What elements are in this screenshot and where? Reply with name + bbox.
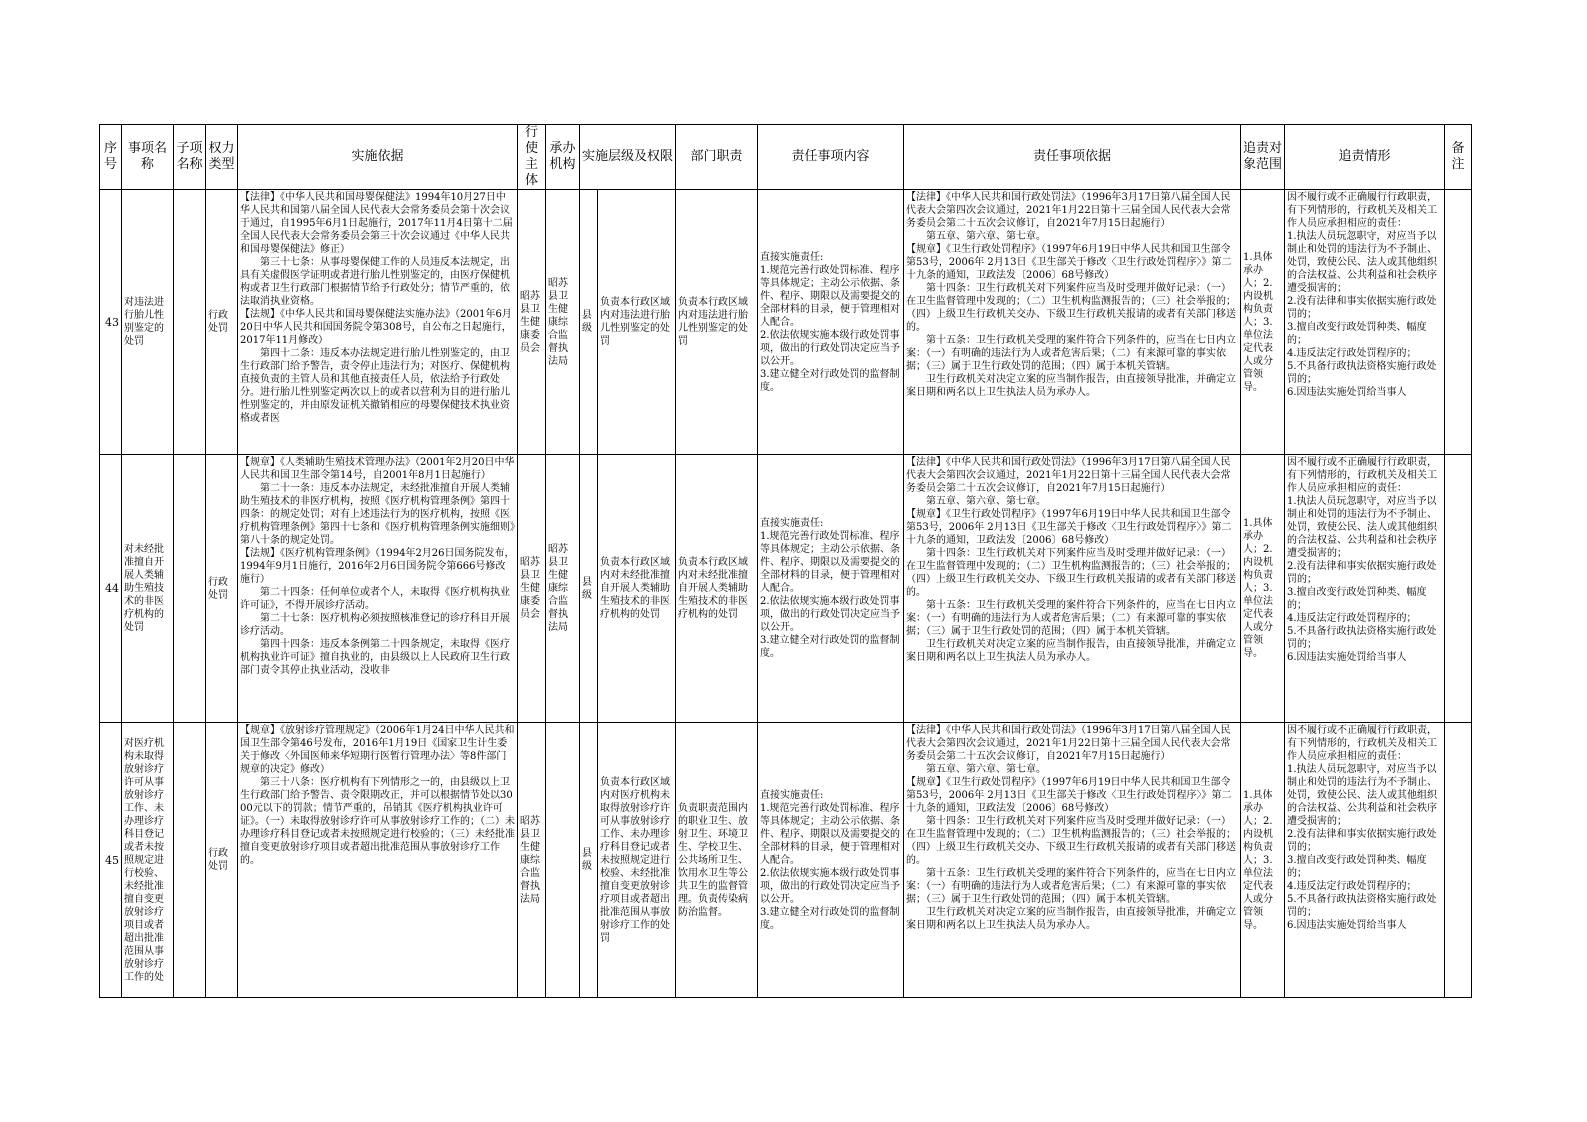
content-line: 3.建立健全对行政处罚的监督制度。	[760, 906, 900, 931]
accountability-line: 1.执法人员玩忽职守，对应当予以制止和处罚的违法行为不予制止、处罚，致使公民、法人或其他组织的合法权益、公共利益和社会秩序遭受损害的；	[1287, 230, 1438, 294]
duty-basis-paragraph: 【规章】《卫生行政处罚程序》（1997年6月19日中华人民共和国卫生部令第53号，2006年 2月13日《卫生部关于修改〈卫生行政处罚程序〉》第二十九条的通知，卫政法发〔2006〕68号修改）	[906, 776, 1232, 814]
row-number: 44	[100, 455, 122, 723]
department-duty: 负责本行政区域内对未经批准擅自开展人类辅助生殖技术的非医疗机构的处罚	[676, 455, 758, 723]
accountability-line: 2.没有法律和事实依据实施行政处罚的；	[1287, 560, 1437, 585]
content-line: 2.依法依规实施本级行政处罚事项，做出的行政处罚决定应当予以公开。	[760, 596, 901, 633]
accountability-line: 4.违反法定行政处罚程序的；	[1287, 347, 1417, 359]
item-name: 对医疗机构未取得放射诊疗许可从事放射诊疗工作、未办理诊疗科目登记或者未按照规定进行校验、未经批准擅自变更放射诊疗项目或者超出批准范围从事放射诊疗工作的处	[122, 723, 174, 998]
power-type: 行政处罚	[206, 455, 238, 723]
duty-basis-paragraph: 第十四条：卫生行政机关对下列案件应当及时受理并做好记录：（一）在卫生监督管理中发现的；（二）卫生机构监测报告的；（三）社会举报的；（四）上级卫生行政机关交办、下级卫生行政机关报请的或者有关部门移送的。	[906, 815, 1237, 866]
accountability-situations	[1285, 190, 1445, 455]
basis-paragraph: 第三十八条：医疗机构有下列情形之一的，由县级以上卫生行政部门给予警告、责令限期改正，并可以根据情节处以3000元以下的罚款；情节严重的，吊销其《医疗机构执业许可证》。（一）未取得放射诊疗许可从事放射诊疗工作的；（二）未办理诊疗科目登记或者未按照规定进行校验的；（三）未经批准擅自变更放射诊疗项目或者超出批准范围从事放射诊疗工作的。	[240, 776, 515, 866]
sub-item-name	[174, 455, 206, 723]
content-line: 3.建立健全对行政处罚的监督制度。	[760, 635, 900, 659]
basis-paragraph: 【法规】《医疗机构管理条例》（1994年2月26日国务院发布，1994年9月1日施行，2016年2月6日国务院令第666号修改施行）	[240, 547, 515, 585]
duty-basis-paragraph: 卫生行政机关对决定立案的应当制作报告，由直接领导批准，并确定立案日期和两名以上卫生执法人员为承办人。	[906, 638, 1237, 663]
basis-paragraph: 【规章】《人类辅助生殖技术管理办法》（2001年2月20日中华人民共和国卫生部令第14号，自2001年8月1日起施行）	[240, 456, 515, 481]
responsibility-basis	[904, 723, 1241, 998]
accountability-line: 因不履行或不正确履行行政职责，有下列情形的，行政机关及相关工作人员应承担相应的责任：	[1287, 456, 1438, 494]
accountability-line: 1.执法人员玩忽职守，对应当予以制止和处罚的违法行为不予制止、处罚，致使公民、法人或其他组织的合法权益、公共利益和社会秩序遭受损害的；	[1287, 495, 1438, 559]
duty-basis-paragraph: 第十四条：卫生行政机关对下列案件应当及时受理并做好记录：（一）在卫生监督管理中发现的；（二）卫生机构监测报告的；（三）社会举报的；（四）上级卫生行政机关交办、下级卫生行政机关报请的或者有关部门移送的。	[906, 547, 1237, 598]
col-level: 实施层级及权限	[580, 125, 676, 190]
col-scope: 追责对象范围	[1241, 125, 1285, 190]
accountability-line: 因不履行或不正确履行行政职责，有下列情形的，行政机关及相关工作人员应承担相应的责任：	[1287, 191, 1438, 229]
duty-basis-paragraph: 卫生行政机关对决定立案的应当制作报告，由直接领导批准，并确定立案日期和两名以上卫生执法人员为承办人。	[906, 906, 1237, 931]
duty-basis-paragraph: 【法律】《中华人民共和国行政处罚法》（1996年3月17日第八届全国人民代表大会第四次会议通过，2021年1月22日第十三届全国人民代表大会常务委员会第二十五次会议修订，自2021年7月15日起施行）	[906, 191, 1231, 229]
remark	[1445, 455, 1472, 723]
accountability-situations	[1285, 455, 1445, 723]
col-duty: 部门职责	[676, 125, 758, 190]
content-line: 1.规范完善行政处罚标准、程序等具体规定；主动公示依据、条件、程序、期限以及需要提交的全部材料的目录，便于管理相对人配合。	[760, 264, 901, 328]
duty-basis-paragraph: 第五章、第六章、第七章。	[926, 763, 1047, 775]
accountability-line: 6.因违法实施处罚给当事人	[1287, 386, 1407, 398]
accountability-line: 3.擅自改变行政处罚种类、幅度的；	[1287, 854, 1427, 879]
item-name: 对违法进行胎儿性别鉴定的处罚	[122, 190, 174, 455]
col-type: 权力类型	[206, 125, 238, 190]
duty-basis-paragraph: 【法律】《中华人民共和国行政处罚法》（1996年3月17日第八届全国人民代表大会第四次会议通过，2021年1月22日第十三届全国人民代表大会常务委员会第二十五次会议修订，自2021年7月15日起施行）	[906, 456, 1231, 494]
authority-scope: 负责本行政区域内对未经批准擅自开展人类辅助生殖技术的非医疗机构的处罚	[598, 455, 676, 723]
col-content: 责任事项内容	[758, 125, 904, 190]
power-type: 行政处罚	[206, 723, 238, 998]
table-row	[100, 723, 1472, 998]
sub-item-name	[174, 723, 206, 998]
duty-basis-paragraph: 第十四条：卫生行政机关对下列案件应当及时受理并做好记录：（一）在卫生监督管理中发现的；（二）卫生机构监测报告的；（三）社会举报的；（四）上级卫生行政机关交办、下级卫生行政机关报请的或者有关部门移送的。	[906, 282, 1237, 333]
implementation-level: 县级	[580, 723, 598, 998]
executing-subject: 昭苏县卫生健康综合监督执法局	[518, 723, 546, 998]
basis-paragraph: 【法律】《中华人民共和国母婴保健法》1994年10月27日中华人民共和国第八届全国人民代表大会常务委员会第十次会议于通过，自1995年6月1日起施行，2017年11月4日第十二届全国人民代表大会常务委员会第三十次会议通过《中华人民共和国母婴保健法》修正）	[240, 191, 513, 255]
accountability-line: 因不履行或不正确履行行政职责，有下列情形的，行政机关及相关工作人员应承担相应的责任：	[1287, 724, 1438, 762]
accountability-scope: 1.具体承办人；2.内设机构负责人；3.单位法定代表人或分管领导。	[1241, 723, 1285, 998]
row-number: 43	[100, 190, 122, 455]
remark	[1445, 723, 1472, 998]
duty-basis-paragraph: 第十五条：卫生行政机关受理的案件符合下列条件的，应当在七日内立案：（一）有明确的违法行为人或者危害后果；（二）有来源可靠的事实依据；（三）属于卫生行政处罚的范围；（四）属于本机关管辖。	[906, 334, 1237, 372]
row-number: 45	[100, 723, 122, 998]
handling-agency: 昭苏县卫生健康综合监督执法局	[546, 190, 580, 455]
authority-scope: 负责本行政区域内对违法进行胎儿性别鉴定的处罚	[598, 190, 676, 455]
col-no: 序号	[100, 125, 122, 190]
basis-paragraph: 第二十四条：任何单位或者个人，未取得《医疗机构执业许可证》，不得开展诊疗活动。	[240, 586, 510, 611]
accountability-scope: 1.具体承办人；2.内设机构负责人；3.单位法定代表人或分管领导。	[1241, 190, 1285, 455]
duty-basis-paragraph: 第十五条：卫生行政机关受理的案件符合下列条件的，应当在七日内立案：（一）有明确的违法行为人或者危害后果；（二）有来源可靠的事实依据；（三）属于卫生行政处罚的范围；（四）属于本机关管辖。	[906, 599, 1237, 637]
accountability-line: 6.因违法实施处罚给当事人	[1287, 651, 1407, 663]
table-row	[100, 455, 1472, 723]
responsibility-content	[758, 190, 904, 455]
basis-paragraph: 第四十四条：违反本条例第二十四条规定，未取得《医疗机构执业许可证》擅自执业的，由县级以上人民政府卫生行政部门责令其停止执业活动，没收非	[240, 638, 510, 676]
accountability-line: 5.不具备行政执法资格实施行政处罚的；	[1287, 625, 1437, 650]
basis-paragraph: 第二十七条：医疗机构必须按照核准登记的诊疗科目开展诊疗活动。	[240, 612, 510, 637]
authority-scope: 负责本行政区域内对医疗机构未取得放射诊疗许可从事放射诊疗工作、未办理诊疗科目登记或者未按照规定进行校验、未经批准擅自变更放射诊疗项目或者超出批准范围从事放射诊疗工作的处罚	[598, 723, 676, 998]
table-row	[100, 190, 1472, 455]
responsibility-content	[758, 723, 904, 998]
col-remark: 备注	[1445, 125, 1472, 190]
implementation-level: 县级	[580, 190, 598, 455]
col-sub: 子项名称	[174, 125, 206, 190]
content-line: 直接实施责任:	[760, 518, 824, 529]
basis-paragraph: 【法规】《中华人民共和国母婴保健法实施办法》（2001年6月20日中华人民共和国国务院令第308号，自公布之日起施行，2017年11月修改）	[240, 308, 512, 346]
accountability-situations	[1285, 723, 1445, 998]
col-subject: 行使主体	[518, 125, 546, 190]
executing-subject: 昭苏县卫生健康委员会	[518, 190, 546, 455]
duty-basis-paragraph: 【规章】《卫生行政处罚程序》（1997年6月19日中华人民共和国卫生部令第53号，2006年 2月13日《卫生部关于修改〈卫生行政处罚程序〉》第二十九条的通知，卫政法发〔2006〕68号修改）	[906, 508, 1232, 546]
power-list-table	[99, 124, 1472, 998]
executing-subject: 昭苏县卫生健康委员会	[518, 455, 546, 723]
accountability-line: 5.不具备行政执法资格实施行政处罚的；	[1287, 893, 1437, 918]
content-line: 2.依法依规实施本级行政处罚事项，做出的行政处罚决定应当予以公开。	[760, 329, 901, 367]
content-line: 1.规范完善行政处罚标准、程序等具体规定；主动公示依据、条件、程序、期限以及需要提交的全部材料的目录，便于管理相对人配合。	[760, 531, 901, 594]
responsibility-content	[758, 455, 904, 723]
implementation-level: 县级	[580, 455, 598, 723]
col-name: 事项名称	[122, 125, 174, 190]
duty-basis-paragraph: 【规章】《卫生行政处罚程序》（1997年6月19日中华人民共和国卫生部令第53号，2006年 2月13日《卫生部关于修改〈卫生行政处罚程序〉》第二十九条的通知，卫政法发〔2006〕68号修改）	[906, 243, 1232, 281]
content-line: 3.建立健全对行政处罚的监督制度。	[760, 368, 900, 393]
col-basis: 实施依据	[238, 125, 518, 190]
basis-paragraph: 第四十二条：违反本办法规定进行胎儿性别鉴定的，由卫生行政部门给予警告，责令停止违法行为；对医疗、保健机构直接负责的主管人员和其他直接责任人员，依法给予行政处分。进行胎儿性别鉴定两次以上的或者以营利为目的进行胎儿性别鉴定的，并由原发证机关撤销相应的母婴保健技术执业资格或者医	[240, 347, 510, 424]
basis-paragraph: 第三十七条：从事母婴保健工作的人员违反本法规定，出具有关虚假医学证明或者进行胎儿性别鉴定的，由医疗保健机构或者卫生行政部门根据情节给予行政处分；情节严重的，依法取消执业资格。	[240, 256, 510, 307]
responsibility-basis	[904, 190, 1241, 455]
content-line: 直接实施责任:	[760, 251, 824, 263]
department-duty: 负责本行政区域内对违法进行胎儿性别鉴定的处罚	[676, 190, 758, 455]
power-type: 行政处罚	[206, 190, 238, 455]
col-agency: 承办机构	[546, 125, 580, 190]
header-row	[100, 125, 1472, 190]
duty-basis-paragraph: 第五章、第六章、第七章。	[926, 495, 1047, 507]
implementation-basis	[238, 190, 518, 455]
accountability-line: 1.执法人员玩忽职守，对应当予以制止和处罚的违法行为不予制止、处罚，致使公民、法人或其他组织的合法权益、公共利益和社会秩序遭受损害的；	[1287, 763, 1438, 827]
duty-basis-paragraph: 第十五条：卫生行政机关受理的案件符合下列条件的，应当在七日内立案：（一）有明确的违法行为人或者危害后果；（二）有来源可靠的事实依据；（三）属于卫生行政处罚的范围；（四）属于本机关管辖。	[906, 867, 1237, 905]
basis-paragraph: 第二十一条：违反本办法规定，未经批准擅自开展人类辅助生殖技术的非医疗机构，按照《医疗机构管理条例》第四十四条：的规定处罚；对有上述违法行为的医疗机构，按照《医疗机构管理条例》第四十七条和《医疗机构管理条例实施细则》第八十条的规定处罚。	[240, 482, 515, 546]
content-line: 2.依法依规实施本级行政处罚事项，做出的行政处罚决定应当予以公开。	[760, 867, 901, 905]
sub-item-name	[174, 190, 206, 455]
accountability-line: 2.没有法律和事实依据实施行政处罚的；	[1287, 828, 1437, 853]
accountability-line: 3.擅自改变行政处罚种类、幅度的；	[1287, 586, 1427, 611]
accountability-line: 3.擅自改变行政处罚种类、幅度的；	[1287, 321, 1427, 346]
handling-agency	[546, 723, 580, 998]
accountability-line: 5.不具备行政执法资格实施行政处罚的；	[1287, 360, 1437, 385]
accountability-line: 6.因违法实施处罚给当事人	[1287, 919, 1407, 931]
accountability-line: 2.没有法律和事实依据实施行政处罚的；	[1287, 295, 1437, 320]
content-line: 1.规范完善行政处罚标准、程序等具体规定；主动公示依据、条件、程序、期限以及需要提交的全部材料的目录，便于管理相对人配合。	[760, 802, 901, 866]
item-name: 对未经批准擅自开展人类辅助生殖技术的非医疗机构的处罚	[122, 455, 174, 723]
duty-basis-paragraph: 第五章、第六章、第七章。	[926, 230, 1047, 242]
handling-agency: 昭苏县卫生健康综合监督执法局	[546, 455, 580, 723]
basis-paragraph: 【规章】《放射诊疗管理规定》（2006年1月24日中华人民共和国卫生部令第46号发布，2016年1月19日《国家卫生计生委关于修改〈外国医师来华短期行医暂行管理办法〉等8件部门规章的决定》修改）	[240, 724, 515, 775]
remark	[1445, 190, 1472, 455]
col-accountability: 追责情形	[1285, 125, 1445, 190]
implementation-basis	[238, 455, 518, 723]
implementation-basis	[238, 723, 518, 998]
accountability-line: 4.违反法定行政处罚程序的；	[1287, 612, 1417, 624]
duty-basis-paragraph: 卫生行政机关对决定立案的应当制作报告，由直接领导批准，并确定立案日期和两名以上卫生执法人员为承办人。	[906, 373, 1237, 398]
department-duty: 负责职责范围内的职业卫生、放射卫生、环境卫生、学校卫生、公共场所卫生、饮用水卫生等公共卫生的监督管理。负责传染病防治监督。	[676, 723, 758, 998]
col-duty-basis: 责任事项依据	[904, 125, 1241, 190]
duty-basis-paragraph: 【法律】《中华人民共和国行政处罚法》（1996年3月17日第八届全国人民代表大会第四次会议通过，2021年1月22日第十三届全国人民代表大会常务委员会第二十五次会议修订，自2021年7月15日起施行）	[906, 724, 1231, 762]
responsibility-basis	[904, 455, 1241, 723]
accountability-scope: 1.具体承办人；2.内设机构负责人；3.单位法定代表人或分管领导。	[1241, 455, 1285, 723]
accountability-line: 4.违反法定行政处罚程序的；	[1287, 880, 1417, 892]
content-line: 直接实施责任:	[760, 789, 824, 801]
